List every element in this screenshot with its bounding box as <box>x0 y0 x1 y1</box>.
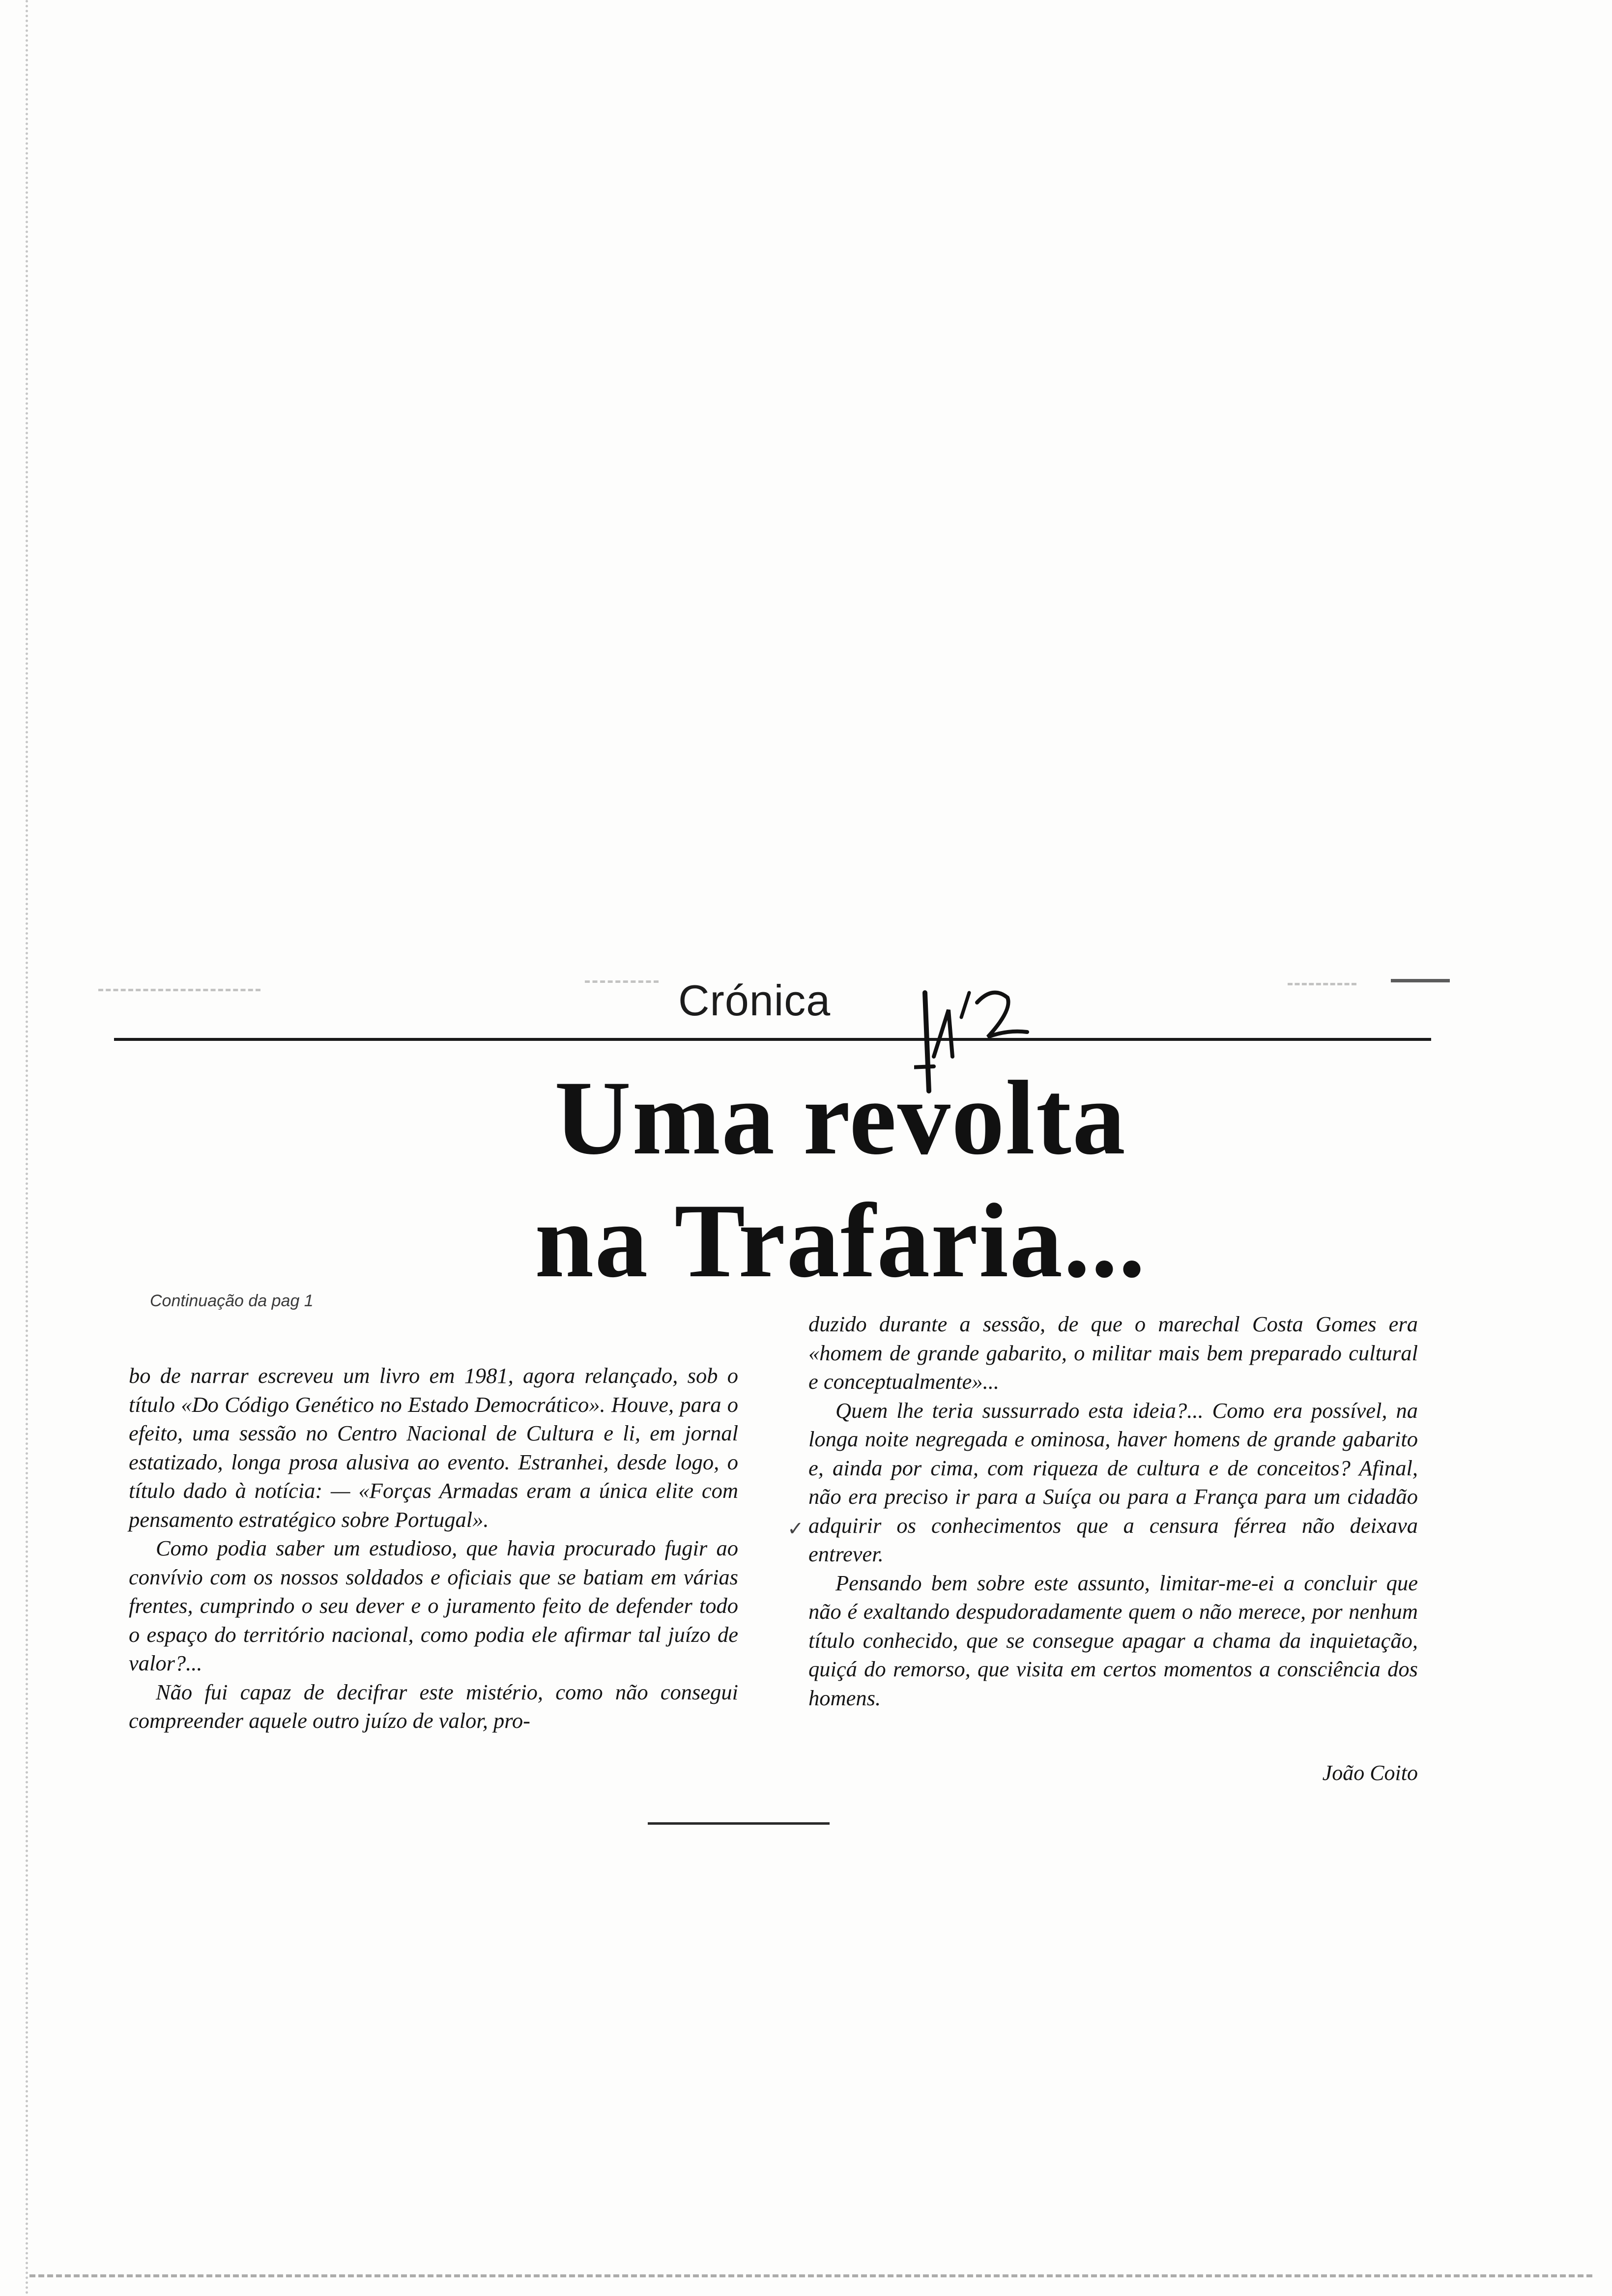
paragraph: Pensando bem sobre este assunto, limitar-me-ei a concluir que não é exaltando despudoradamente quem o não merece, por nenhum título conhecido, que se consegue apagar a chama da inquietação, quiçá do remorso, que visita em certos momentos a consciência dos homens. <box>808 1570 1418 1710</box>
paragraph: duzido durante a sessão, de que o marechal Costa Gomes era «homem de grande gabarito, o militar mais bem preparado cultural e conceptualmente»... <box>808 1312 1418 1394</box>
end-rule <box>648 1822 830 1825</box>
continuation-note: Continuação da pag 1 <box>150 1292 314 1310</box>
left-column <box>129 1361 738 1735</box>
paragraph: bo de narrar escreveu um livro em 1981, agora relançado, sob o título «Do Código Genético no Estado Democrático». Houve, para o efeito, uma sessão no Centro Nacional de Cultura e li, em jornal estatizado, longa prosa alusiva ao evento. Estranhei, desde logo, o título dado à notícia: — «Forças Armadas eram a única elite com pensamento estratégico sobre Portugal». <box>129 1363 738 1532</box>
scan-speckle <box>98 989 260 991</box>
headline-line-1: Uma revolta <box>554 1059 1126 1177</box>
section-label: Crónica <box>678 976 831 1025</box>
header-rule <box>114 1038 1431 1041</box>
scan-speckle <box>585 980 659 983</box>
scan-speckle <box>1288 983 1356 985</box>
scan-edge-bottom <box>29 2274 1592 2277</box>
paragraph: Quem lhe teria sussurrado esta ideia?... Como era possível, na longa noite negregada e ominosa, haver homens de grande gabarito e, ainda por cima, com riqueza de cultura e de conceitos? Afinal, não era preciso ir para a Suíça ou para a França para um cidadão adquirir os conhecimentos que a censura férrea não deixava entrever. <box>808 1398 1418 1566</box>
article-headline <box>472 1057 1209 1302</box>
paragraph: Como podia saber um estudioso, que havia procurado fugir ao convívio com os nossos soldados e oficiais que se batiam em várias frentes, cumprindo o seu dever e o juramento feito de defender todo o espaço do território nacional, como podia ele afirmar tal juízo de valor?... <box>129 1536 738 1675</box>
paragraph: Não fui capaz de decifrar este mistério, como não consegui compreender aquele outro juízo de valor, pro- <box>129 1679 738 1733</box>
author-signature: João Coito <box>1322 1761 1418 1785</box>
headline-line-2: na Trafaria... <box>535 1182 1146 1299</box>
margin-tick-mark: ✓ <box>787 1518 804 1540</box>
right-column <box>808 1310 1418 1712</box>
scan-speckle <box>1391 979 1450 982</box>
scan-edge-left <box>26 0 28 2296</box>
